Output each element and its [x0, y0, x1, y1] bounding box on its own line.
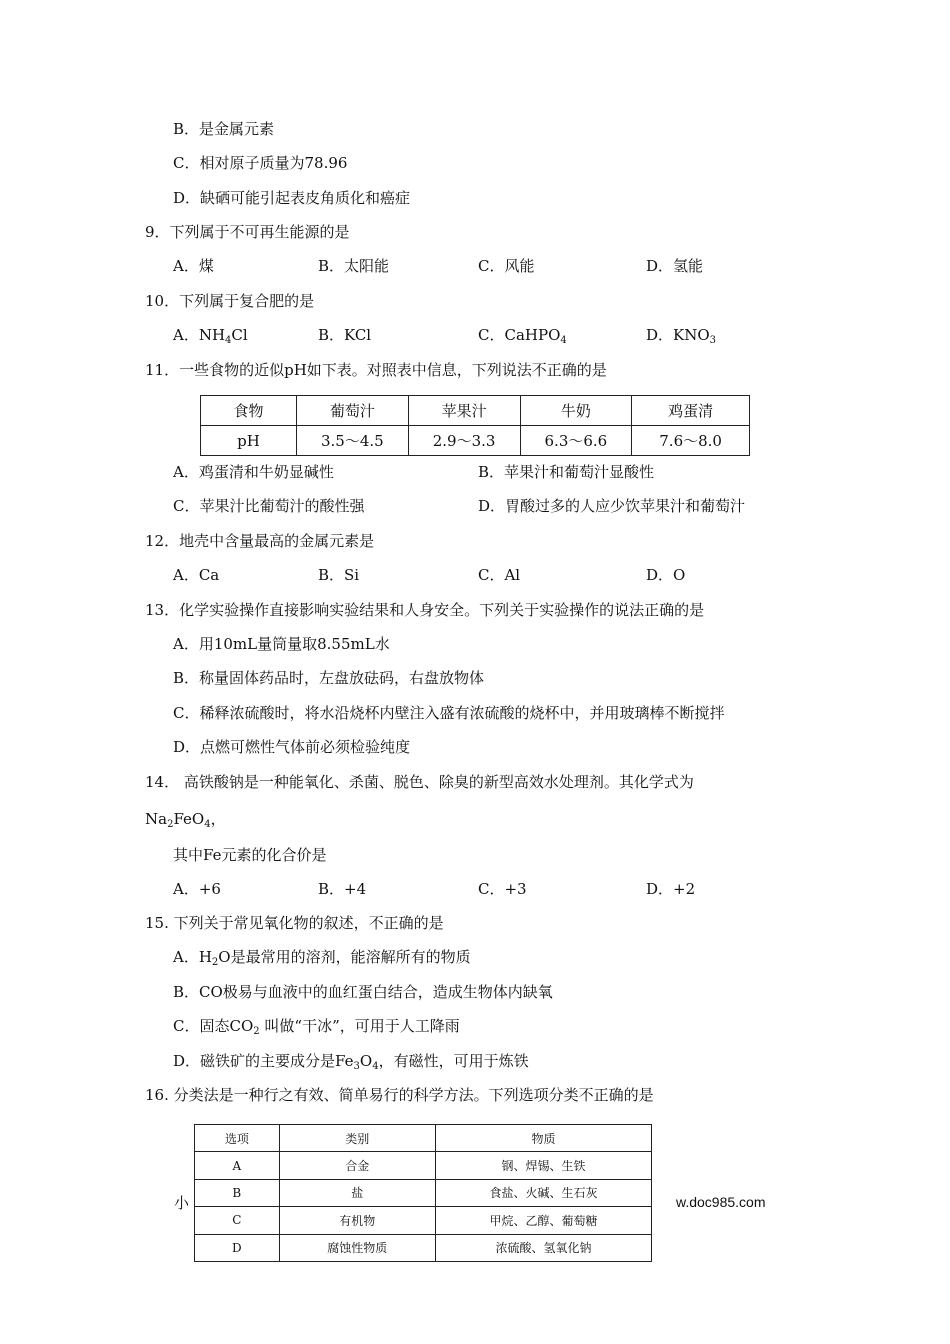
q14-option-b: B．+4: [318, 880, 367, 898]
table-cell: 合金: [279, 1152, 435, 1179]
table-cell: 腐蚀性物质: [279, 1234, 435, 1261]
table-cell: 苹果汁: [408, 396, 520, 426]
q9-option-d: D．氢能: [646, 257, 704, 275]
q15-option-c: C．固态$CO_2$ 叫做“干冰”，可用于人工降雨: [173, 1017, 460, 1037]
table-cell: 甲烷、乙醇、葡萄糖: [435, 1207, 651, 1234]
q15-option-a: A．$H_2O$是最常用的溶剂，能溶解所有的物质: [173, 948, 471, 968]
q11-option-b: B．苹果汁和葡萄汁显酸性: [478, 463, 655, 481]
table-cell: 牛奶: [520, 396, 632, 426]
q10-option-c: C．CaHPO$_4$: [478, 326, 567, 346]
q8-option-d: D．缺硒可能引起表皮角质化和癌症: [173, 189, 411, 207]
table-cell: A: [195, 1152, 280, 1179]
table-cell: 2.9～3.3: [408, 426, 520, 456]
table-row: [195, 1234, 652, 1261]
watermark-right: w.doc985.com: [676, 1194, 766, 1210]
q14-continuation: 其中Fe元素的化合价是: [173, 846, 327, 864]
q15-stem: 15. 下列关于常见氧化物的叙述，不正确的是: [145, 914, 444, 932]
table-cell: 食物: [201, 396, 297, 426]
q11-option-a: A．鸡蛋清和牛奶显碱性: [173, 463, 334, 481]
table-row: [195, 1152, 652, 1179]
q13-option-d: D．点燃可燃性气体前必须检验纯度: [173, 738, 411, 756]
q14-option-c: C．+3: [478, 880, 527, 898]
q13-option-b: B．称量固体药品时，左盘放砝码，右盘放物体: [173, 669, 485, 687]
q13-stem: 13．化学实验操作直接影响实验结果和人身安全。下列关于实验操作的说法正确的是: [145, 601, 705, 619]
table-cell: 类别: [279, 1125, 435, 1152]
q11-option-c: C．苹果汁比葡萄汁的酸性强: [173, 497, 365, 515]
q12-option-c: C．Al: [478, 566, 521, 584]
table-cell: 浓硫酸、氢氧化钠: [435, 1234, 651, 1261]
table-row: [195, 1179, 652, 1206]
q9-option-b: B．太阳能: [318, 257, 390, 275]
table-cell: 有机物: [279, 1207, 435, 1234]
table-cell: D: [195, 1234, 280, 1261]
table-cell: 6.3～6.6: [520, 426, 632, 456]
watermark-left: 小: [174, 1195, 190, 1212]
q9-option-c: C．风能: [478, 257, 535, 275]
q12-stem: 12．地壳中含量最高的金属元素是: [145, 532, 375, 550]
table-row: [195, 1125, 652, 1152]
q13-option-a: A．用10mL量筒量取8.55mL水: [173, 635, 390, 653]
q10-option-d: D．$KNO_3$: [646, 326, 717, 346]
q15-option-d: D．磁铁矿的主要成分是$Fe_3O_4$，有磁性，可用于炼铁: [173, 1052, 529, 1072]
q10-option-b: B．KCl: [318, 326, 372, 344]
table-row: [195, 1207, 652, 1234]
table-row: [201, 426, 750, 456]
table-cell: B: [195, 1179, 280, 1206]
q9-option-a: A．煤: [173, 257, 214, 275]
table-cell: 钢、焊锡、生铁: [435, 1152, 651, 1179]
q10-option-a: A．$NH_4Cl$: [173, 326, 248, 346]
q11-option-d: D．胃酸过多的人应少饮苹果汁和葡萄汁: [478, 497, 746, 515]
classification-table: [194, 1124, 652, 1262]
q14-option-d: D．+2: [646, 880, 696, 898]
q11-stem: 11．一些食物的近似pH如下表。对照表中信息，下列说法不正确的是: [145, 361, 607, 379]
q16-stem: 16. 分类法是一种行之有效、简单易行的科学方法。下列选项分类不正确的是: [145, 1086, 654, 1104]
q12-option-b: B．Si: [318, 566, 360, 584]
table-cell: 7.6～8.0: [632, 426, 750, 456]
q13-option-c: C．稀释浓硫酸时，将水沿烧杯内壁注入盛有浓硫酸的烧杯中，并用玻璃棒不断搅拌: [173, 704, 725, 722]
q12-option-d: D．O: [646, 566, 686, 584]
q8-option-b: B．是金属元素: [173, 120, 275, 138]
q8-option-c: C．相对原子质量为78.96: [173, 154, 348, 172]
table-cell: 食盐、火碱、生石灰: [435, 1179, 651, 1206]
ph-table: [200, 395, 750, 456]
table-cell: 物质: [435, 1125, 651, 1152]
q14-stem: 14． 高铁酸钠是一种能氧化、杀菌、脱色、除臭的新型高效水处理剂。其化学式为: [145, 773, 694, 791]
q15-option-b: B．CO极易与血液中的血红蛋白结合，造成生物体内缺氧: [173, 983, 553, 1001]
table-row: [201, 396, 750, 426]
q12-option-a: A．Ca: [173, 566, 220, 584]
q9-stem: 9．下列属于不可再生能源的是: [145, 223, 350, 241]
q10-stem: 10．下列属于复合肥的是: [145, 292, 315, 310]
table-cell: 葡萄汁: [296, 396, 408, 426]
q14-formula: $Na_2FeO_4$，: [145, 810, 226, 830]
table-cell: 选项: [195, 1125, 280, 1152]
q14-option-a: A．+6: [173, 880, 221, 898]
table-cell: 3.5～4.5: [296, 426, 408, 456]
table-cell: pH: [201, 426, 297, 456]
table-cell: 鸡蛋清: [632, 396, 750, 426]
table-cell: C: [195, 1207, 280, 1234]
table-cell: 盐: [279, 1179, 435, 1206]
